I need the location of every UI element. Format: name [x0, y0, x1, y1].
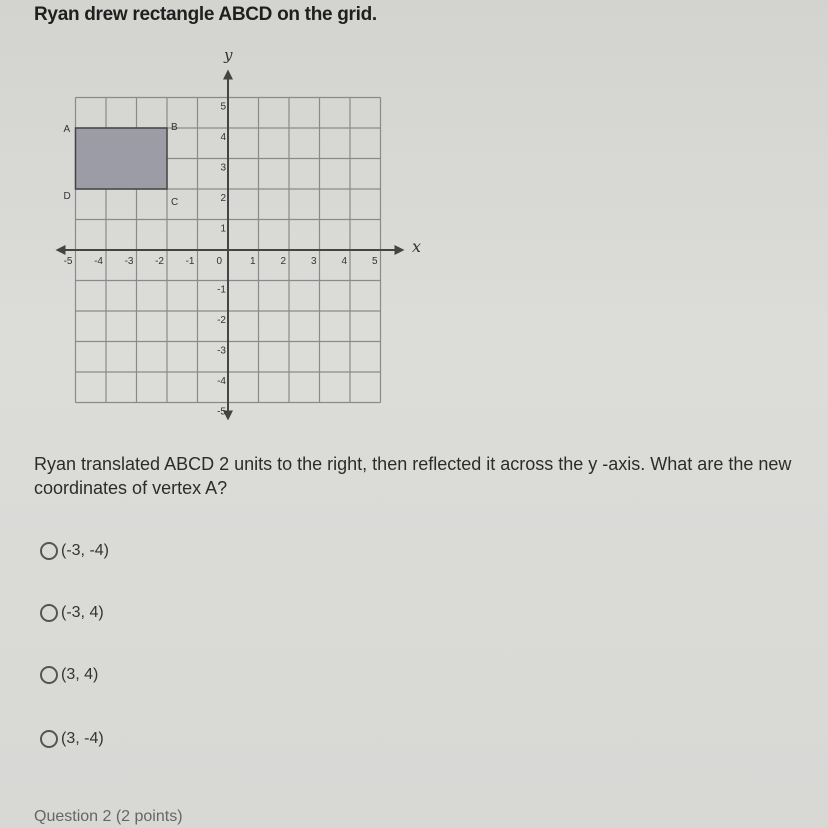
y-axis-label: y [224, 46, 233, 64]
y-tick-label: -2 [217, 315, 226, 326]
x-tick-label: -4 [94, 256, 103, 267]
next-question-label: Question 2 (2 points) [34, 808, 183, 825]
x-tick-label: 3 [310, 256, 317, 267]
x-axis-arrow-left-icon [56, 245, 66, 255]
x-tick-label: -3 [124, 256, 134, 267]
prompt-text: Ryan drew rectangle ABCD on the grid. [34, 4, 377, 25]
vertex-label-c: C [171, 197, 179, 208]
y-tick-label: -5 [217, 406, 226, 418]
y-tick-label: -3 [217, 345, 226, 357]
choice-label: (3, 4) [61, 666, 99, 683]
question-text: Ryan translated ABCD 2 units to the right, then reflected it across the y -axis. What are the new coordinates of vertex A? [34, 454, 792, 498]
x-tick-label: -1 [185, 256, 195, 267]
x-tick-label: 0 [216, 256, 222, 267]
y-tick-label: 1 [220, 223, 226, 235]
y-axis-arrow-up-icon [223, 70, 233, 80]
y-tick-label: -4 [217, 376, 226, 387]
rectangle-abcd [76, 128, 168, 189]
radio-icon[interactable] [40, 604, 58, 622]
radio-icon[interactable] [40, 542, 58, 560]
choice-3[interactable] [40, 666, 98, 684]
y-tick-label: 5 [220, 101, 226, 113]
x-tick-label: -5 [63, 256, 73, 267]
x-tick-label: 2 [280, 256, 286, 267]
x-axis-label: x [412, 237, 422, 256]
axes [56, 70, 405, 421]
choice-2[interactable] [40, 604, 104, 622]
y-tick-label: -1 [217, 284, 226, 296]
choice-label: (-3, -4) [61, 542, 109, 559]
radio-icon[interactable] [40, 730, 58, 748]
choice-1[interactable] [40, 542, 109, 560]
y-tick-label: 4 [220, 132, 226, 143]
vertex-label-d: D [63, 191, 71, 202]
x-tick-label: 5 [371, 256, 378, 267]
x-tick-label: -2 [155, 256, 164, 267]
y-tick-label: 3 [220, 162, 226, 174]
choice-4[interactable] [40, 730, 104, 748]
radio-icon[interactable] [40, 666, 58, 684]
y-tick-label: 2 [220, 193, 226, 204]
choice-label: (-3, 4) [61, 604, 104, 621]
x-tick-label: 1 [249, 256, 256, 267]
vertex-label-a: A [63, 124, 71, 135]
x-axis-arrow-right-icon [395, 245, 405, 255]
x-tick-label: 4 [341, 256, 347, 267]
choice-label: (3, -4) [61, 730, 104, 747]
vertex-label-b: B [171, 122, 178, 133]
